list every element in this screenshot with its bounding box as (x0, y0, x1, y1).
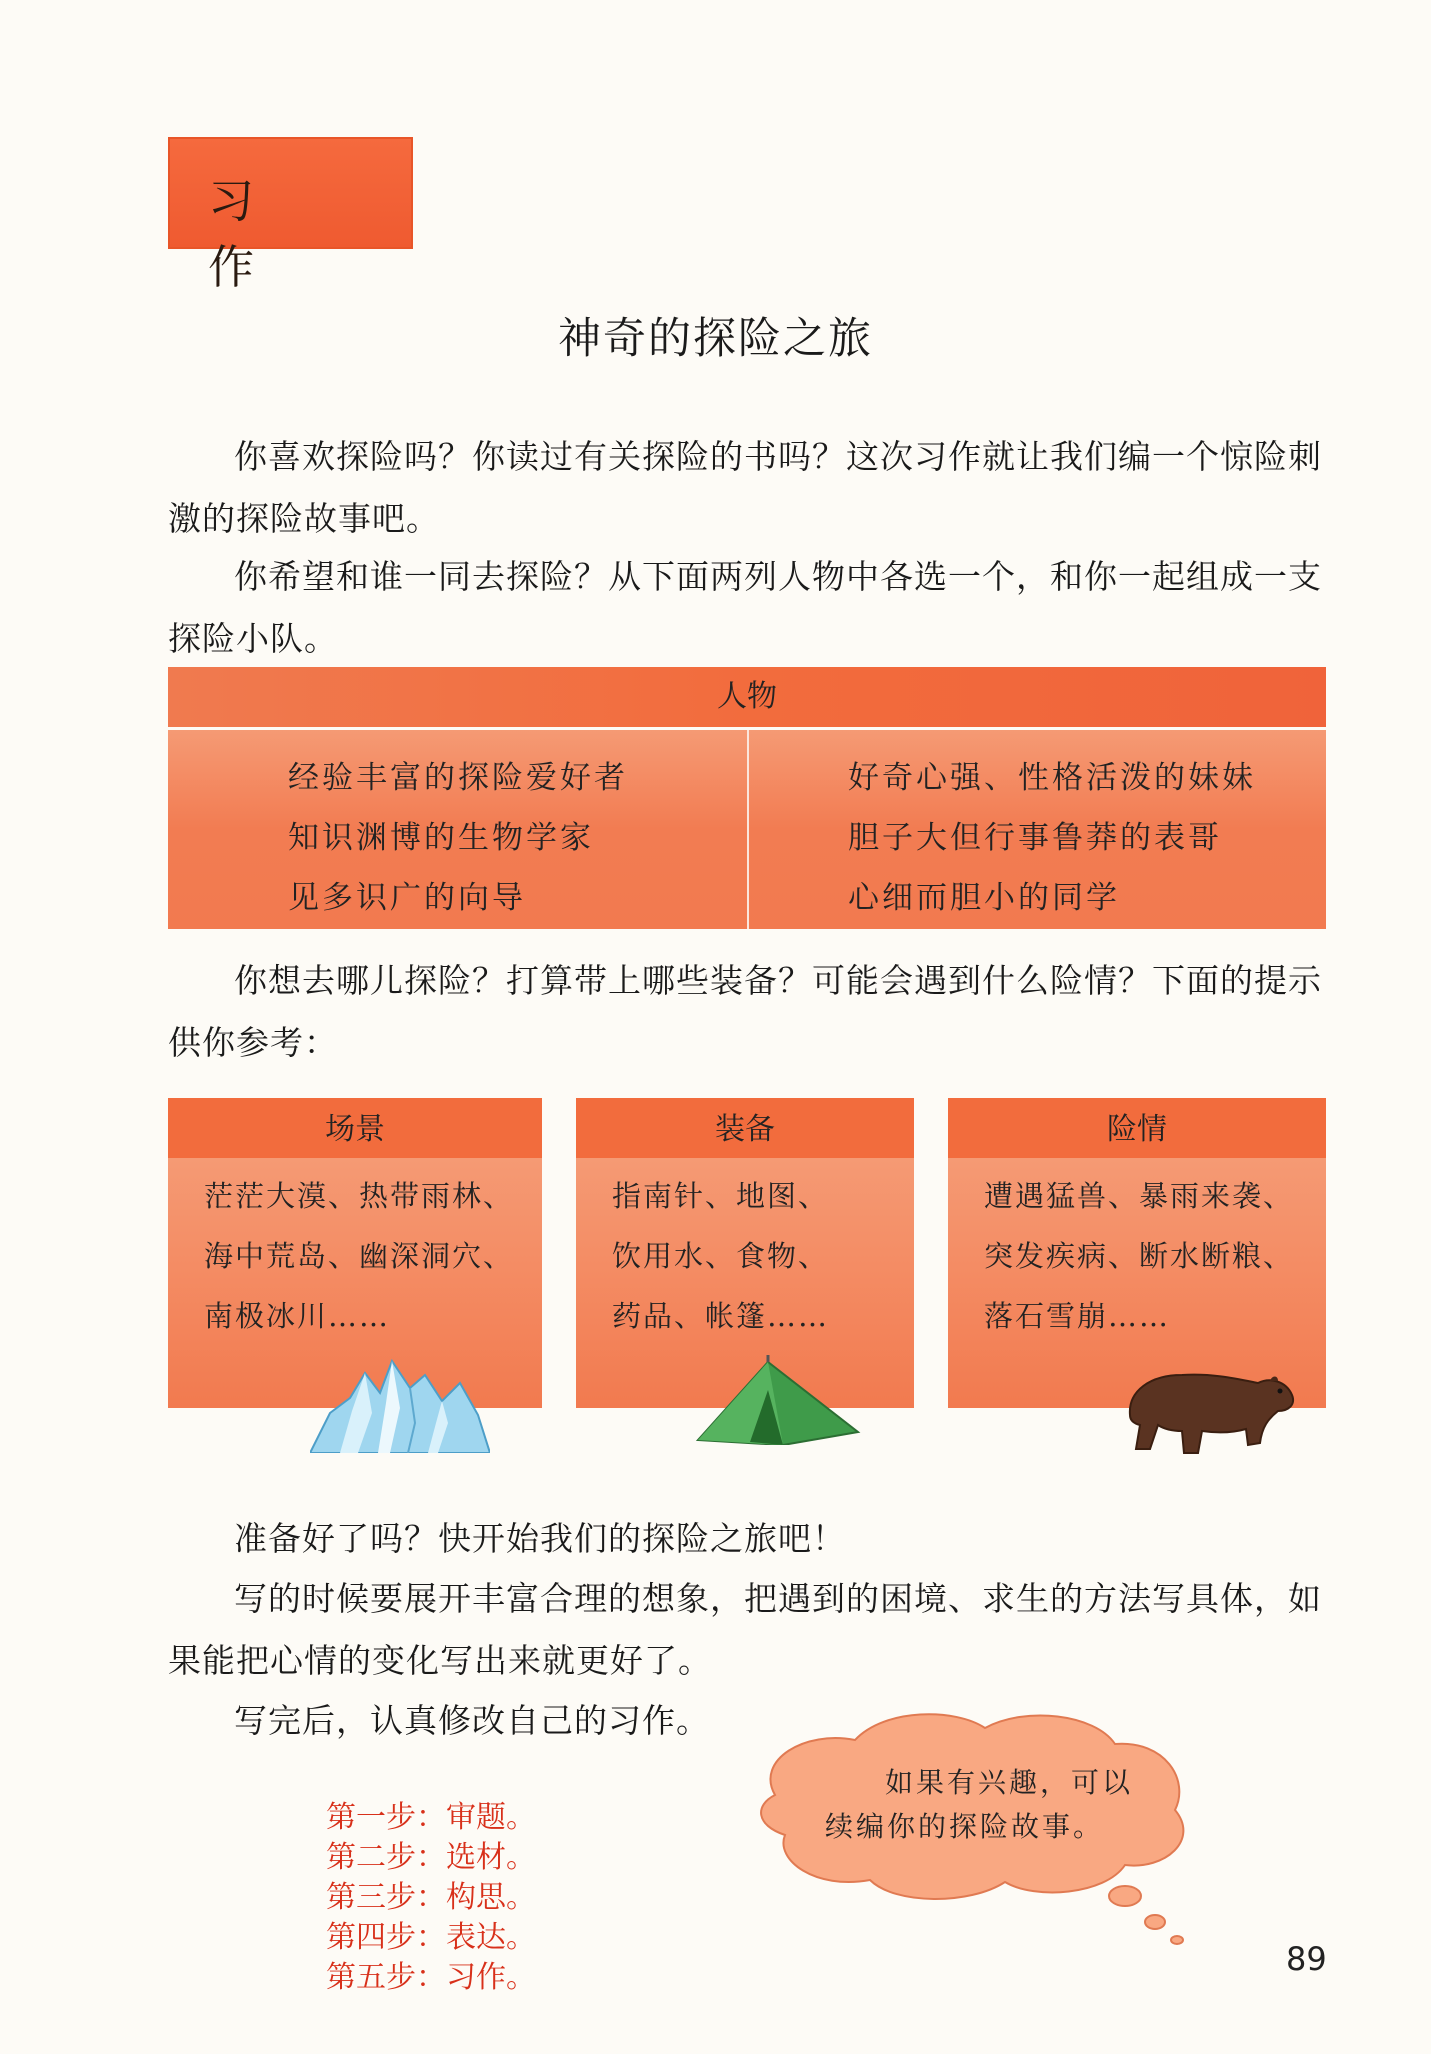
character-item: 好奇心强、性格活泼的妹妹 (848, 760, 1256, 796)
tip-item: 突发疾病、断水断粮、 (984, 1239, 1295, 1273)
tip-box-scene (168, 1098, 542, 1408)
tip-list (204, 1166, 514, 1346)
character-item: 经验丰富的探险爱好者 (288, 760, 628, 796)
character-item: 心细而胆小的同学 (848, 880, 1120, 916)
bubble-line-2: 续编你的探险故事。 (825, 1810, 1105, 1843)
character-item: 知识渊博的生物学家 (288, 820, 594, 856)
tip-item: 指南针、地图、 (612, 1179, 830, 1213)
step-item: 第二步：选材。 (326, 1840, 536, 1875)
tip-item: 南极冰川…… (204, 1299, 391, 1333)
tip-item: 饮用水、食物、 (612, 1239, 830, 1273)
prompt-paragraph: 你想去哪儿探险？打算带上哪些装备？可能会遇到什么险情？下面的提示供你参考： (168, 961, 1322, 1062)
writing-steps (326, 1798, 536, 1998)
tip-item: 药品、帐篷…… (612, 1299, 830, 1333)
section-tag (168, 137, 413, 294)
closing-paragraph-3: 写完后，认真修改自己的习作。 (234, 1701, 710, 1740)
characters-table (168, 667, 1326, 929)
column-divider (747, 730, 749, 929)
tip-list (612, 1166, 829, 1346)
characters-right-column (848, 748, 1256, 928)
step-item: 第三步：构思。 (326, 1880, 536, 1915)
character-item: 见多识广的向导 (288, 880, 526, 916)
tip-item: 落石雪崩…… (984, 1299, 1171, 1333)
characters-body (168, 730, 1326, 929)
bubble-line-1: 如果有兴趣，可以 (885, 1766, 1134, 1799)
tip-item: 茫茫大漠、热带雨林、 (204, 1179, 515, 1213)
page-title: 神奇的探险之旅 (558, 314, 873, 364)
tip-box-danger (948, 1098, 1326, 1408)
step-item: 第四步：表达。 (326, 1920, 536, 1955)
page-number: 89 (1286, 1940, 1327, 1978)
intro-paragraph-1: 你喜欢探险吗？你读过有关探险的书吗？这次习作就让我们编一个惊险刺激的探险故事吧。 (168, 437, 1322, 538)
step-item: 第五步：习作。 (326, 1960, 536, 1995)
tip-item: 遭遇猛兽、暴雨来袭、 (984, 1179, 1295, 1213)
tip-item: 海中荒岛、幽深洞穴、 (204, 1239, 515, 1273)
section-tag-label: 习 作 (208, 174, 294, 294)
character-item: 胆子大但行事鲁莽的表哥 (848, 820, 1222, 856)
characters-header: 人物 (168, 667, 1326, 727)
tip-header: 场景 (168, 1098, 542, 1158)
intro-paragraph-2: 你希望和谁一同去探险？从下面两列人物中各选一个，和你一起组成一支探险小队。 (168, 557, 1322, 658)
bear-icon (1120, 1353, 1298, 1458)
closing-paragraph-2: 写的时候要展开丰富合理的想象，把遇到的困境、求生的方法写具体，如果能把心情的变化写出来就更好了。 (168, 1579, 1322, 1680)
iceberg-icon (310, 1353, 490, 1453)
step-item: 第一步：审题。 (326, 1800, 536, 1835)
closing-paragraph-1: 准备好了吗？快开始我们的探险之旅吧！ (234, 1519, 846, 1558)
tip-list (984, 1166, 1294, 1346)
tip-header: 险情 (948, 1098, 1326, 1158)
characters-left-column (288, 748, 628, 928)
tent-icon (688, 1350, 868, 1445)
tip-header: 装备 (576, 1098, 914, 1158)
tip-box-equipment (576, 1098, 914, 1408)
